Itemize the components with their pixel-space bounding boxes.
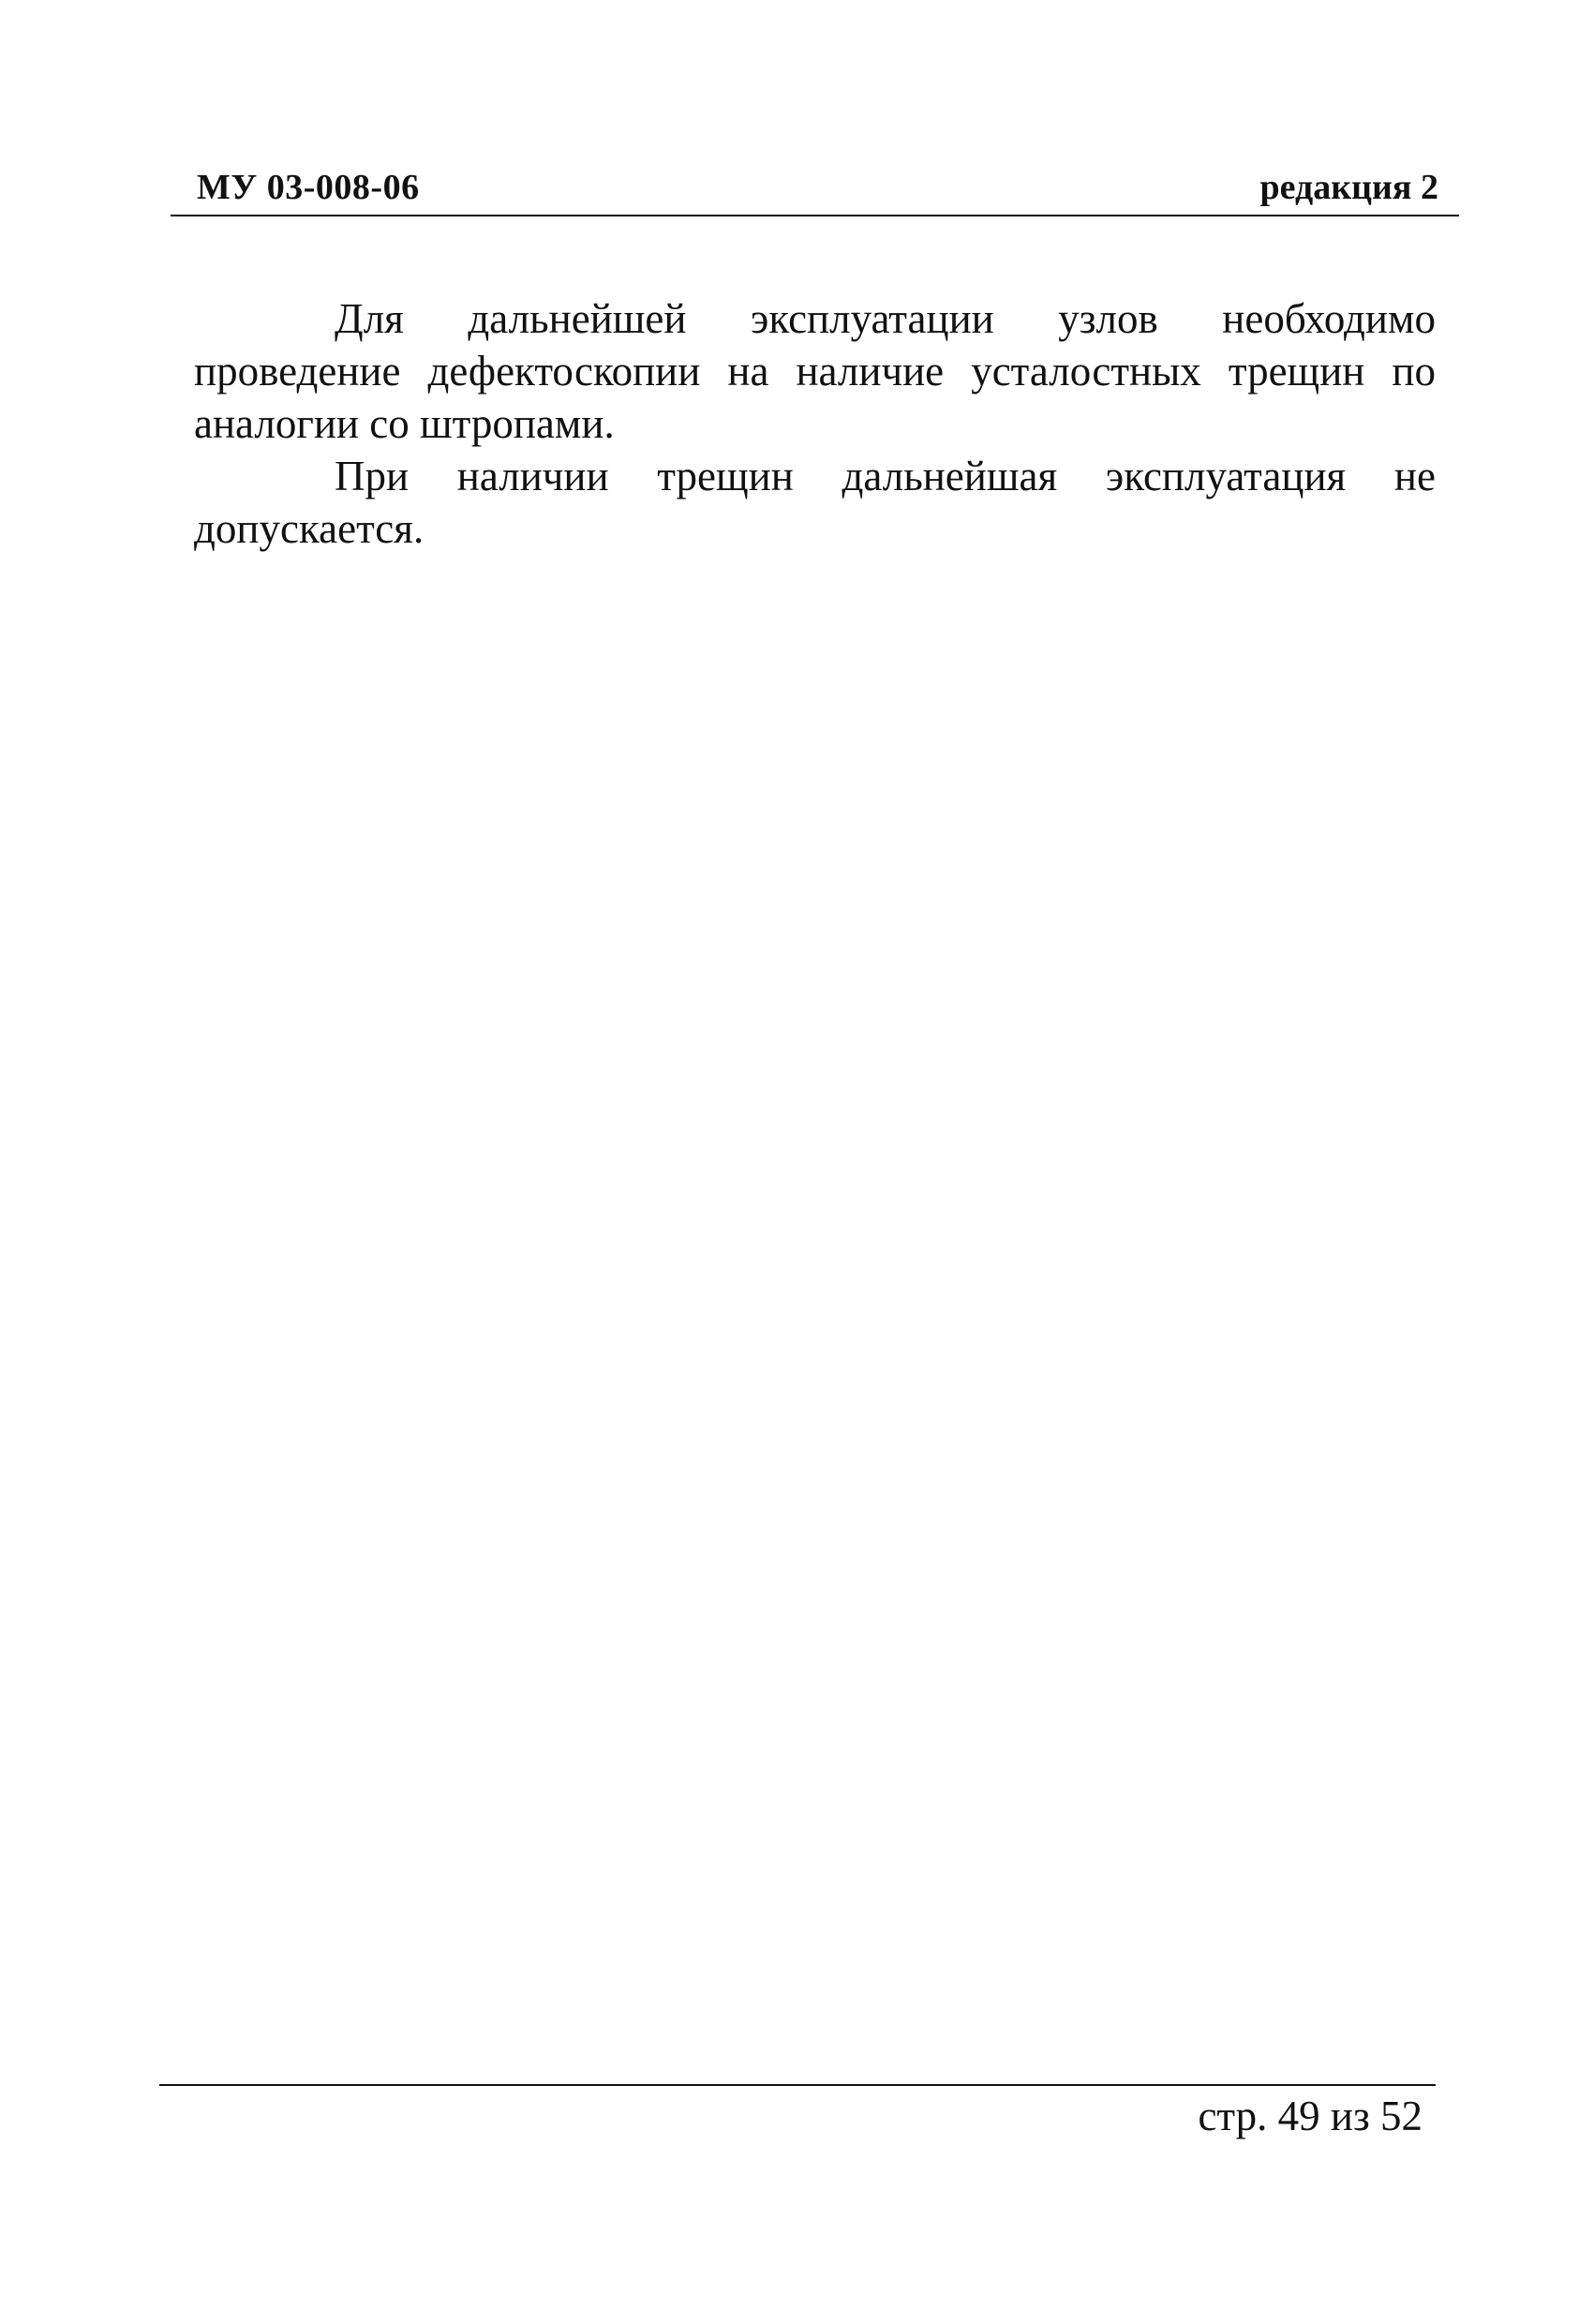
footer-divider <box>159 2084 1436 2086</box>
page-number: стр. 49 из 52 <box>1198 2093 1423 2139</box>
paragraph: При наличии трещин дальнейшая эксплуатация не допускается. <box>194 453 1436 552</box>
edition-label: редакция 2 <box>1259 168 1438 207</box>
body-text <box>194 292 1436 555</box>
header-divider <box>171 215 1459 216</box>
document-code: МУ 03-008-06 <box>197 168 420 207</box>
page-header <box>171 167 1459 214</box>
paragraph: Для дальнейшей эксплуатации узлов необходимо проведение дефектоскопии на наличие усталостных трещин по аналогии со штропами. <box>194 295 1436 447</box>
